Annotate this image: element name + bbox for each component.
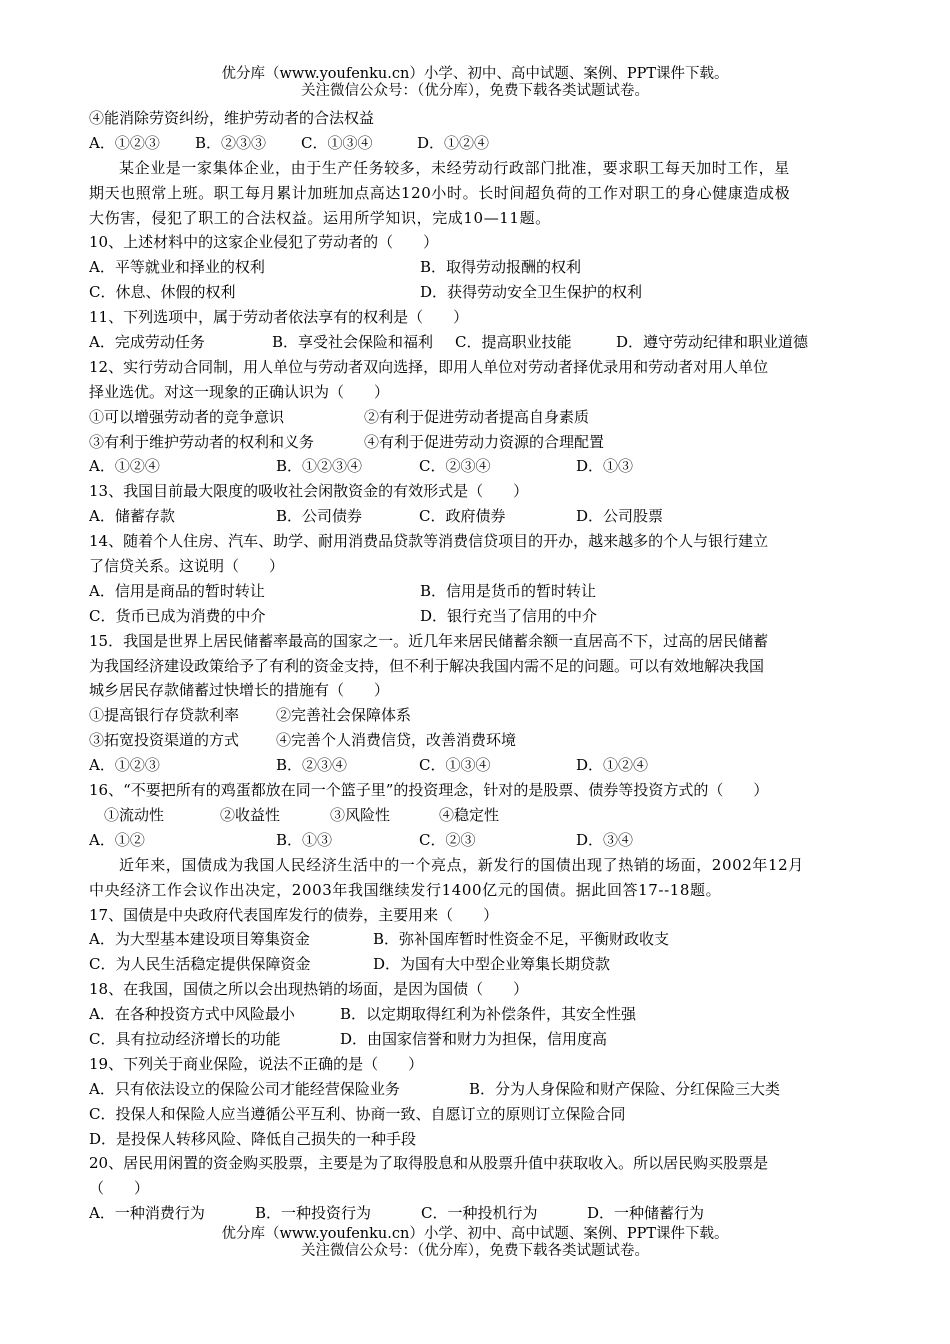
q12-options — [89, 454, 869, 479]
q19-option-a: A．只有依法设立的保险公司才能经营保险业务 — [89, 1079, 400, 1098]
q15-item-4: ④完善个人消费信贷，改善消费环境 — [276, 731, 517, 750]
q17-option-d: D．为国有大中型企业筹集长期贷款 — [373, 955, 611, 974]
q18-options-row-2 — [89, 1027, 869, 1052]
q10-option-c: C．休息、休假的权利 — [89, 283, 236, 302]
q11-options — [89, 330, 869, 355]
q17-option-b: B．弥补国库暂时性资金不足，平衡财政收支 — [373, 930, 670, 949]
q13-option-b: B．公司债券 — [276, 507, 363, 526]
q10-option-a: A．平等就业和择业的权利 — [89, 258, 265, 277]
material-2-line-2: 中央经济工作会议作出决定，2003年我国继续发行1400亿元的国债。据此回答17--18题。 — [89, 880, 722, 899]
q18-option-c: C．具有拉动经济增长的功能 — [89, 1029, 281, 1048]
q14-options-row-1 — [89, 579, 869, 604]
q19-stem: 19、下列关于商业保险，说法不正确的是（ ） — [89, 1054, 424, 1073]
q15-stem-1: 15．我国是世界上居民储蓄率最高的国家之一。近几年来居民储蓄余额一直居高不下，过高的居民储蓄 — [89, 631, 769, 650]
q13-stem: 13、我国目前最大限度的吸收社会闲散资金的有效形式是（ ） — [89, 482, 529, 501]
q15-option-c: C．①③④ — [419, 756, 491, 775]
q15-items-row-2 — [89, 728, 869, 753]
q12-option-c: C．②③④ — [419, 457, 491, 476]
footer-line-1: 优分库（www.youfenku.cn）小学、初中、高中试题、案例、PPT课件下载。 — [221, 1226, 729, 1242]
q15-items-row-1 — [89, 703, 869, 728]
q20-option-c: C．一种投机行为 — [421, 1204, 538, 1223]
q17-option-a: A．为大型基本建设项目筹集资金 — [89, 930, 310, 949]
q20-stem-1: 20、居民用闲置的资金购买股票，主要是为了取得股息和从股票升值中获取收入。所以居民购买股票是 — [89, 1154, 769, 1173]
material-2-line-1: 近年来，国债成为我国人民经济生活中的一个亮点，新发行的国债出现了热销的场面，2002年12月 — [119, 855, 804, 874]
q17-option-c: C．为人民生活稳定提供保障资金 — [89, 955, 311, 974]
q14-option-b: B．信用是货币的暂时转让 — [420, 581, 597, 600]
q15-item-3: ③拓宽投资渠道的方式 — [89, 731, 240, 750]
q15-item-1: ①提高银行存贷款利率 — [89, 706, 240, 725]
q20-stem-2: （ ） — [89, 1179, 150, 1198]
q15-options — [89, 753, 869, 778]
q10-option-d: D．获得劳动安全卫生保护的权利 — [420, 283, 643, 302]
q12-stem-2: 择业选优。对这一现象的正确认识为（ ） — [89, 382, 390, 401]
q20-options — [89, 1201, 869, 1226]
q12-items-row-2 — [89, 430, 869, 455]
q14-options-row-2 — [89, 604, 869, 629]
q9-option-c: C．①③④ — [301, 133, 373, 152]
q9-option-b: B．②③③ — [195, 133, 267, 152]
q11-option-a: A．完成劳动任务 — [89, 333, 205, 352]
q12-option-a: A．①②④ — [89, 457, 160, 476]
q10-options-row-2 — [89, 280, 869, 305]
q14-stem-2: 了信贷关系。这说明（ ） — [89, 557, 285, 576]
q15-stem-3: 城乡居民存款储蓄过快增长的措施有（ ） — [89, 681, 390, 700]
material-1-line-3: 大伤害，侵犯了职工的合法权益。运用所学知识，完成10—11题。 — [89, 208, 551, 227]
q10-stem: 10、上述材料中的这家企业侵犯了劳动者的（ ） — [89, 233, 439, 252]
q12-item-1: ①可以增强劳动者的竞争意识 — [89, 407, 285, 426]
q13-option-d: D．公司股票 — [576, 507, 664, 526]
q14-option-a: A．信用是商品的暂时转让 — [89, 581, 265, 600]
q13-options — [89, 504, 869, 529]
q19-option-b: B．分为人身保险和财产保险、分红保险三大类 — [469, 1079, 781, 1098]
q14-option-d: D．银行充当了信用的中介 — [420, 606, 598, 625]
q16-item-2: ②收益性 — [220, 805, 281, 824]
q10-option-b: B．取得劳动报酬的权利 — [420, 258, 582, 277]
q14-option-c: C．货币已成为消费的中介 — [89, 606, 266, 625]
q12-items-row-1 — [89, 405, 869, 430]
q19-options-row-1 — [89, 1077, 869, 1102]
q16-item-1: ①流动性 — [104, 805, 165, 824]
q18-option-b: B．以定期取得红利为补偿条件，其安全性强 — [340, 1005, 637, 1024]
q17-stem: 17、国债是中央政府代表国库发行的债券，主要用来（ ） — [89, 905, 499, 924]
q17-options-row-1 — [89, 927, 869, 952]
q19-option-d: D．是投保人转移风险、降低自己损失的一种手段 — [89, 1129, 417, 1148]
q19-option-c: C．投保人和保险人应当遵循公平互利、协商一致、自愿订立的原则订立保险合同 — [89, 1104, 626, 1123]
q20-option-d: D．一种储蓄行为 — [587, 1204, 705, 1223]
q11-option-c: C．提高职业技能 — [455, 333, 572, 352]
q14-stem-1: 14、随着个人住房、汽车、助学、耐用消费品贷款等消费信贷项目的开办，越来越多的个人与银行建立 — [89, 532, 769, 551]
q11-option-d: D．遵守劳动纪律和职业道德 — [616, 333, 809, 352]
q12-item-3: ③有利于维护劳动者的权利和义务 — [89, 432, 315, 451]
q18-stem: 18、在我国，国债之所以会出现热销的场面，是因为国债（ ） — [89, 980, 529, 999]
footer-line-2: 关注微信公众号：（优分库），免费下载各类试题试卷。 — [301, 1243, 649, 1259]
q12-option-b: B．①②③④ — [276, 457, 363, 476]
q15-item-2: ②完善社会保障体系 — [276, 706, 412, 725]
q16-option-c: C．②③ — [419, 830, 476, 849]
q12-item-2: ②有利于促进劳动者提高自身素质 — [364, 407, 590, 426]
q15-option-a: A．①②③ — [89, 756, 160, 775]
q9-options — [89, 131, 869, 156]
q9-option-d: D．①②④ — [417, 133, 490, 152]
q11-option-b: B．享受社会保险和福利 — [272, 333, 434, 352]
header-line-1: 优分库（www.youfenku.cn）小学、初中、高中试题、案例、PPT课件下载。 — [221, 66, 729, 82]
page-footer — [0, 1226, 950, 1260]
q9-item-4: ④能消除劳资纠纷，维护劳动者的合法权益 — [89, 109, 375, 127]
q16-option-b: B．①③ — [276, 830, 333, 849]
q9-option-a: A．①②③ — [89, 133, 160, 152]
q12-option-d: D．①③ — [576, 457, 634, 476]
q13-option-a: A．储蓄存款 — [89, 507, 175, 526]
q16-option-d: D．③④ — [576, 830, 634, 849]
page-header — [0, 66, 950, 100]
q16-item-3: ③风险性 — [330, 805, 391, 824]
q17-options-row-2 — [89, 952, 869, 977]
q15-stem-2: 为我国经济建设政策给予了有利的资金支持，但不利于解决我国内需不足的问题。可以有效地解决我国 — [89, 656, 765, 675]
q18-option-a: A．在各种投资方式中风险最小 — [89, 1005, 295, 1024]
q11-stem: 11、下列选项中，属于劳动者依法享有的权利是（ ） — [89, 308, 469, 327]
q10-options-row-1 — [89, 255, 869, 280]
q16-items — [89, 803, 869, 828]
exam-body — [89, 106, 869, 1226]
q20-option-a: A．一种消费行为 — [89, 1204, 205, 1223]
material-1-line-2: 期天也照常上班。职工每月累计加班加点高达120小时。长时间超负荷的工作对职工的身心健康造成极 — [89, 183, 791, 202]
q18-options-row-1 — [89, 1002, 869, 1027]
header-line-2: 关注微信公众号：（优分库），免费下载各类试题试卷。 — [301, 83, 649, 99]
q12-stem-1: 12、实行劳动合同制，用人单位与劳动者双向选择，即用人单位对劳动者择优录用和劳动者对用人单位 — [89, 357, 769, 376]
q16-item-4: ④稳定性 — [439, 805, 500, 824]
q18-option-d: D．由国家信誉和财力为担保，信用度高 — [340, 1029, 608, 1048]
q13-option-c: C．政府债券 — [419, 507, 506, 526]
q16-stem: 16、“不要把所有的鸡蛋都放在同一个篮子里”的投资理念，针对的是股票、债券等投资方式的（ ） — [89, 781, 769, 800]
material-1-line-1: 某企业是一家集体企业，由于生产任务较多，未经劳动行政部门批准，要求职工每天加时工作，星 — [119, 158, 790, 177]
q20-option-b: B．一种投资行为 — [255, 1204, 372, 1223]
q16-options — [89, 828, 869, 853]
q15-option-d: D．①②④ — [576, 756, 649, 775]
q16-option-a: A．①② — [89, 830, 145, 849]
q15-option-b: B．②③④ — [276, 756, 348, 775]
q12-item-4: ④有利于促进劳动力资源的合理配置 — [364, 432, 605, 451]
